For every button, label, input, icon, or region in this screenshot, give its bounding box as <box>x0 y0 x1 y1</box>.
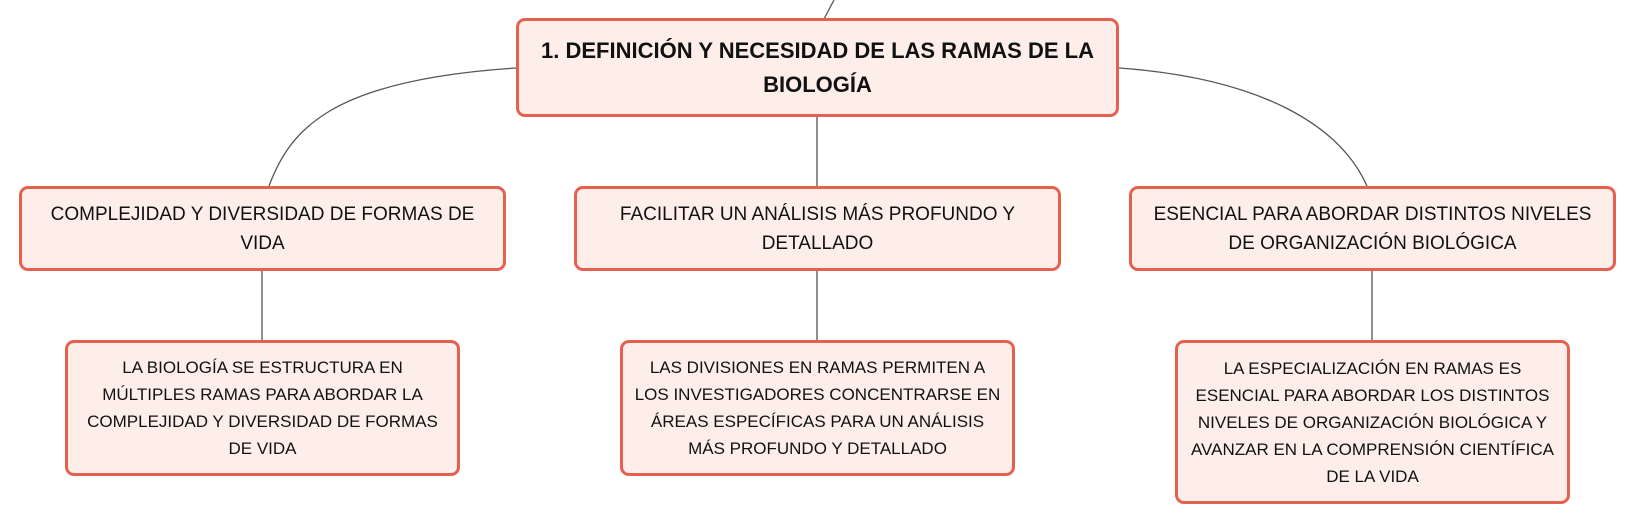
child-label: LA ESPECIALIZACIÓN EN RAMAS ES ESENCIAL PARA ABORDAR LOS DISTINTOS NIVELES DE ORGANIZACIÓN BIOLÓGICA Y AVANZAR EN LA COMPRENSIÓN CIENTÍFICA DE LA VIDA <box>1190 358 1555 486</box>
branch-node-esencial[interactable] <box>1129 186 1616 271</box>
connector-parent-to-root <box>824 0 834 19</box>
branch-label: COMPLEJIDAD Y DIVERSIDAD DE FORMAS DE VIDA <box>50 203 475 254</box>
child-node-estructura[interactable] <box>65 340 460 476</box>
branch-node-complejidad[interactable] <box>19 186 506 271</box>
connector-root-to-branch-1 <box>269 68 516 186</box>
branch-node-facilitar[interactable] <box>574 186 1061 271</box>
child-node-divisiones[interactable] <box>620 340 1015 476</box>
child-label: LAS DIVISIONES EN RAMAS PERMITEN A LOS INVESTIGADORES CONCENTRARSE EN ÁREAS ESPECÍFICAS PARA UN ANÁLISIS MÁS PROFUNDO Y DETALLADO <box>634 358 1001 458</box>
root-topic-label: 1. DEFINICIÓN Y NECESIDAD DE LAS RAMAS DE LA BIOLOGÍA <box>541 37 1094 97</box>
connector-root-to-branch-3 <box>1119 68 1367 186</box>
child-node-especializacion[interactable] <box>1175 340 1570 504</box>
branch-label: FACILITAR UN ANÁLISIS MÁS PROFUNDO Y DETALLADO <box>619 203 1016 254</box>
branch-label: ESENCIAL PARA ABORDAR DISTINTOS NIVELES DE ORGANIZACIÓN BIOLÓGICA <box>1153 203 1592 254</box>
root-topic-node[interactable] <box>516 18 1119 117</box>
child-label: LA BIOLOGÍA SE ESTRUCTURA EN MÚLTIPLES RAMAS PARA ABORDAR LA COMPLEJIDAD Y DIVERSIDAD DE FORMAS DE VIDA <box>87 358 438 458</box>
